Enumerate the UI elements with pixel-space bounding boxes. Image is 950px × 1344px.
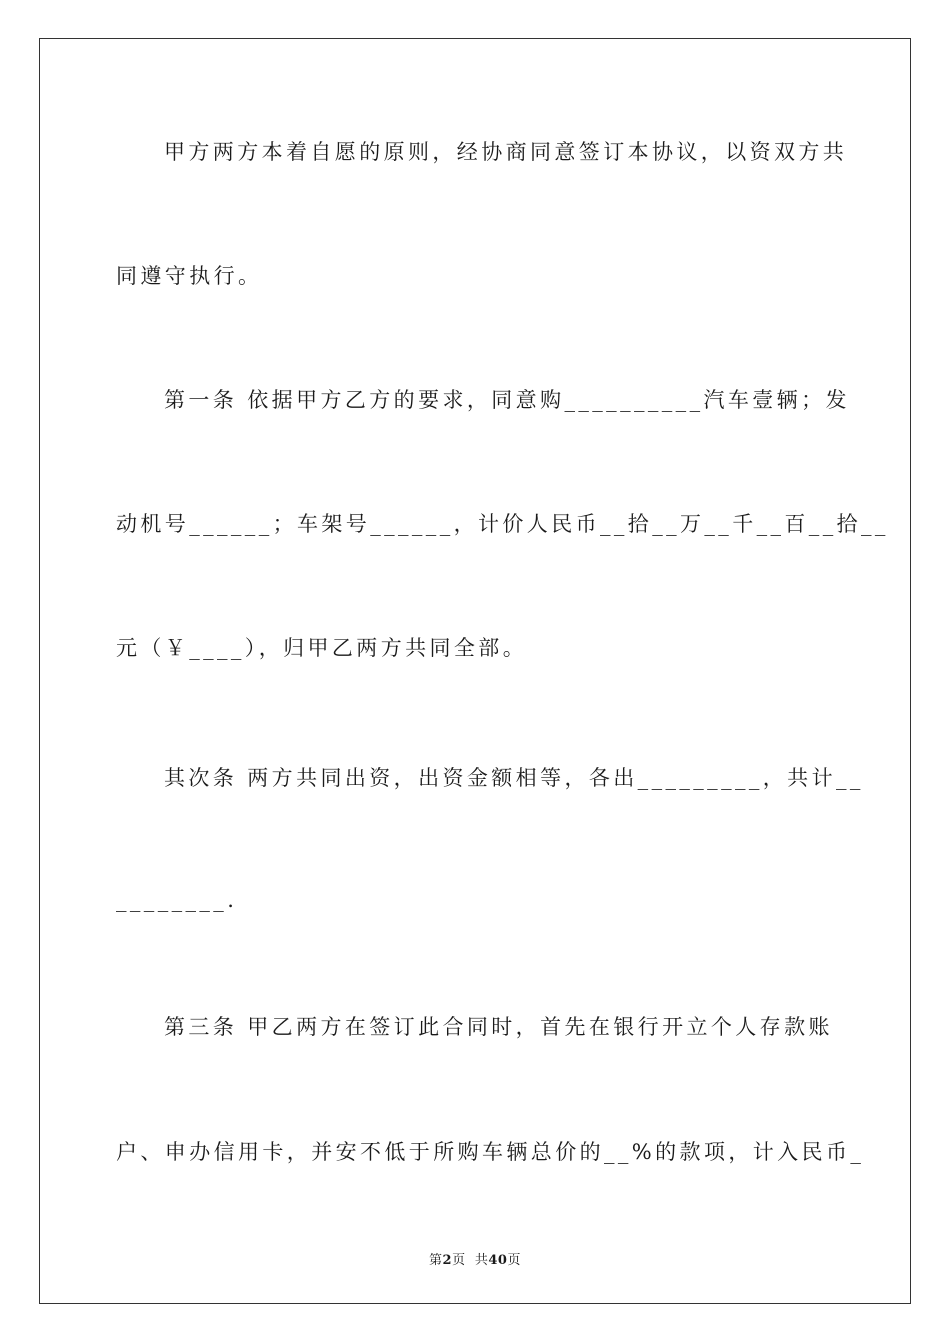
paragraph-intro-line-1: 甲方两方本着自愿的原则，经协商同意签订本协议，以资双方共 — [164, 140, 848, 164]
paragraph-intro-line-2: 同遵守执行。 — [116, 264, 263, 288]
article-3-line-2: 户、申办信用卡，并安不低于所购车辆总价的__%的款项，计入民币_ — [116, 1140, 865, 1164]
page-number-footer — [0, 1249, 950, 1268]
footer-prefix: 第 — [429, 1253, 443, 1268]
article-3-line-1: 第三条 甲乙两方在签订此合同时，首先在银行开立个人存款账 — [164, 1015, 833, 1039]
total-page-number: 40 — [488, 1253, 508, 1268]
footer-suffix: 页 — [507, 1253, 521, 1268]
article-1-line-1: 第一条 依据甲方乙方的要求，同意购__________汽车壹辆；发 — [164, 388, 850, 412]
current-page-number: 2 — [442, 1253, 453, 1268]
article-2-line-1: 其次条 两方共同出资，出资金额相等，各出_________，共计__ — [164, 766, 864, 790]
article-1-line-3: 元（￥____），归甲乙两方共同全部。 — [116, 636, 528, 660]
footer-mid: 页 共 — [452, 1253, 489, 1268]
article-1-line-2: 动机号______；车架号______，计价人民币__拾__万__千__百__拾__ — [116, 512, 889, 536]
page-border — [39, 38, 911, 1304]
article-2-line-2: ________. — [116, 888, 238, 912]
